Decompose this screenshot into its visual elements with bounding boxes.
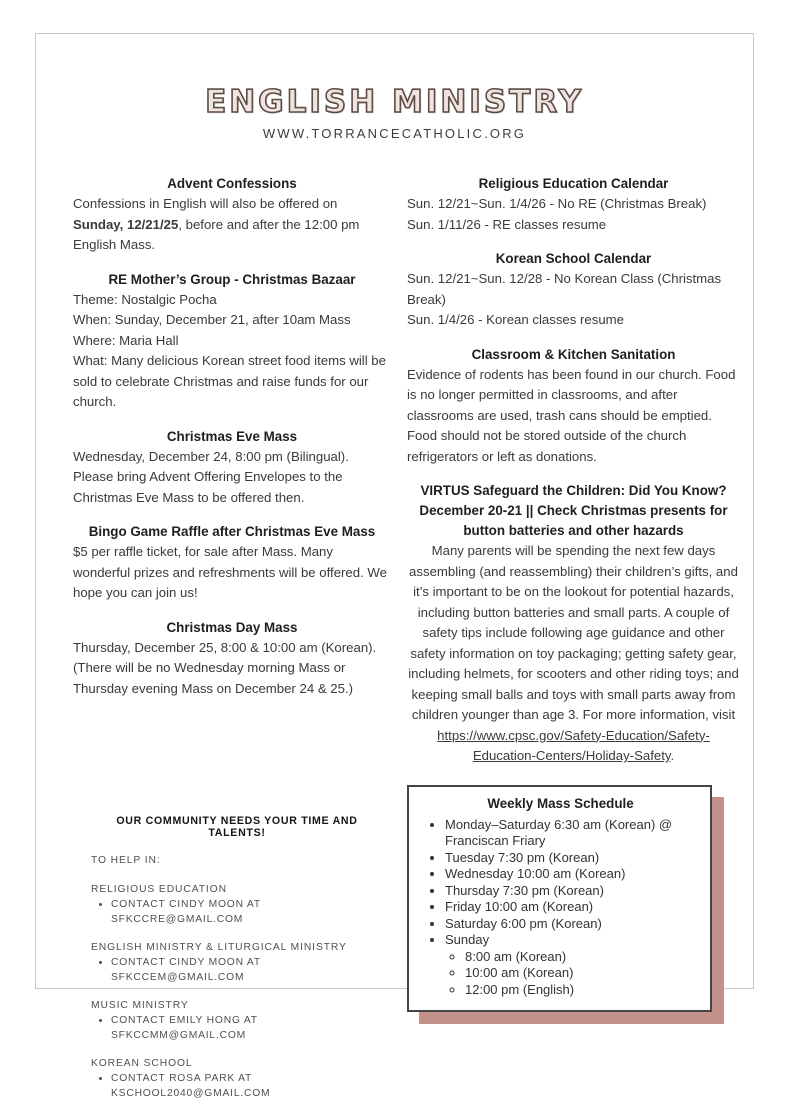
section-heading: Religious Education Calendar [478, 176, 669, 191]
group-name: MUSIC MINISTRY [91, 1000, 189, 1011]
section-body [73, 194, 391, 256]
sunday-mass-item: ◦ 8:00 am (Korean) [465, 949, 700, 966]
section-heading: Christmas Day Mass [166, 619, 298, 635]
mass-schedule-item: • Thursday 7:30 pm (Korean) [445, 883, 700, 900]
calendar-line: Sun. 1/11/26 - RE classes resume [407, 216, 607, 232]
content-columns [36, 174, 753, 1114]
volunteer-group-korean-school [91, 1056, 383, 1101]
text-run: Confessions in English will also be offered on [73, 196, 338, 211]
section-virtus [407, 481, 740, 767]
section-body: Evidence of rodents has been found in our church. Food is no longer permitted in classrooms, and after classrooms are used, trash cans should be emptied. Food should not be stored outside of the church refrigerators or left as donations. [407, 366, 736, 464]
section-christmas-bazaar [73, 270, 391, 413]
section-body: Thursday, December 25, 8:00 & 10:00 am (Korean). (There will be no Wednesday morning Mass or Thursday evening Mass on December 24 & 25.) [73, 639, 377, 696]
section-christmas-day-mass [73, 618, 391, 700]
group-contact: • CONTACT EMILY HONG AT SFKCCMM@GMAIL.COM [111, 1013, 383, 1043]
text-run: . [670, 748, 675, 763]
community-volunteer-block [91, 815, 383, 1101]
section-heading: RE Mother’s Group - Christmas Bazaar [108, 271, 356, 287]
volunteer-group-music-ministry [91, 998, 383, 1043]
text-run: , before and after the 12:00 pm English Mass. [73, 216, 360, 252]
section-advent-confessions [73, 174, 391, 256]
group-name: KOREAN SCHOOL [91, 1058, 193, 1069]
section-heading: Advent Confessions [167, 176, 297, 191]
section-re-calendar [407, 174, 740, 235]
section-body: $5 per raffle ticket, for sale after Mass. Many wonderful prizes and refreshments will be offered. We hope you can join us! [73, 544, 387, 600]
mass-schedule-heading: Weekly Mass Schedule [487, 795, 634, 811]
mass-schedule-item: • Tuesday 7:30 pm (Korean) [445, 850, 700, 867]
mass-schedule-item: • Wednesday 10:00 am (Korean) [445, 866, 700, 883]
calendar-line: Sun. 12/21~Sun. 1/4/26 - No RE (Christmas Break) [407, 196, 707, 211]
mass-schedule-item-sunday [445, 932, 700, 998]
section-korean-school-calendar [407, 249, 740, 331]
bulletin-page [35, 33, 754, 1099]
weekly-mass-schedule-box [407, 785, 712, 1013]
group-contact: • CONTACT ROSA PARK AT KSCHOOL2040@GMAIL.COM [111, 1071, 383, 1101]
group-name: RELIGIOUS EDUCATION [91, 884, 227, 895]
section-body: Wednesday, December 24, 8:00 pm (Bilingual). Please bring Advent Offering Envelopes to the Christmas Eve Mass to be offered then. [73, 448, 349, 505]
community-header: OUR COMMUNITY NEEDS YOUR TIME AND TALENTS! [116, 815, 358, 839]
mass-schedule-list [421, 817, 700, 999]
community-intro: TO HELP IN: [91, 855, 161, 866]
section-heading: Korean School Calendar [495, 251, 652, 266]
left-column [73, 174, 391, 1114]
right-column [407, 174, 740, 1114]
text-run: Many parents will be spending the next few days assembling (and reassembling) their children’s gifts, and it’s important to be on the lookout for potential hazards, including button batteries and small parts. A couple of safety tips include following age guidance and other safety information on toy packaging; getting safety gear, including helmets, for scooters and other riding toys; and keeping small balls and toys with small parts away from children younger than age 3. For more information, visit [408, 543, 739, 722]
bazaar-where: Where: Maria Hall [73, 332, 179, 348]
section-heading: Christmas Eve Mass [166, 428, 298, 444]
site-url: WWW.TORRANCECATHOLIC.ORG [262, 126, 527, 141]
section-body [407, 541, 740, 767]
mass-schedule-item: • Monday–Saturday 6:30 am (Korean) @ Franciscan Friary [445, 817, 700, 850]
group-name: ENGLISH MINISTRY & LITURGICAL MINISTRY [91, 942, 347, 953]
masthead [36, 34, 753, 141]
volunteer-group-english-ministry [91, 940, 383, 985]
mass-schedule-item: Sunday [445, 932, 490, 947]
bazaar-what: What: Many delicious Korean street food items will be sold to celebrate Christmas and raise funds for our church. [73, 353, 386, 409]
calendar-line: Sun. 12/21~Sun. 12/28 - No Korean Class (Christmas Break) [407, 271, 722, 307]
section-heading: Classroom & Kitchen Sanitation [471, 346, 676, 362]
sunday-mass-item: ◦ 10:00 am (Korean) [465, 965, 700, 982]
bazaar-theme: Theme: Nostalgic Pocha [73, 291, 217, 307]
bazaar-when: When: Sunday, December 21, after 10am Mass [73, 312, 351, 327]
calendar-line: Sun. 1/4/26 - Korean classes resume [407, 312, 624, 327]
sunday-mass-item: ◦ 12:00 pm (English) [465, 982, 700, 999]
section-sanitation [407, 345, 740, 468]
section-bingo-raffle [73, 522, 391, 604]
section-heading: Bingo Game Raffle after Christmas Eve Mass [88, 524, 376, 539]
cpsc-safety-link[interactable]: https://www.cpsc.gov/Safety-Education/Safety-Education-Centers/Holiday-Safety [437, 727, 710, 763]
mass-schedule-item: • Friday 10:00 am (Korean) [445, 899, 700, 916]
section-christmas-eve-mass [73, 427, 391, 509]
volunteer-group-religious-education [91, 882, 383, 927]
page-title: ENGLISH MINISTRY [205, 84, 584, 120]
mass-schedule-item: • Saturday 6:00 pm (Korean) [445, 916, 700, 933]
sunday-sublist [445, 949, 700, 999]
group-contact: • CONTACT CINDY MOON AT SFKCCRE@GMAIL.COM [111, 897, 383, 927]
section-heading: VIRTUS Safeguard the Children: Did You Know? December 20-21 || Check Christmas presents for button batteries and other hazards [419, 483, 728, 538]
group-contact: • CONTACT CINDY MOON AT SFKCCEM@GMAIL.COM [111, 955, 383, 985]
text-run: Sunday, 12/21/25 [73, 216, 179, 232]
